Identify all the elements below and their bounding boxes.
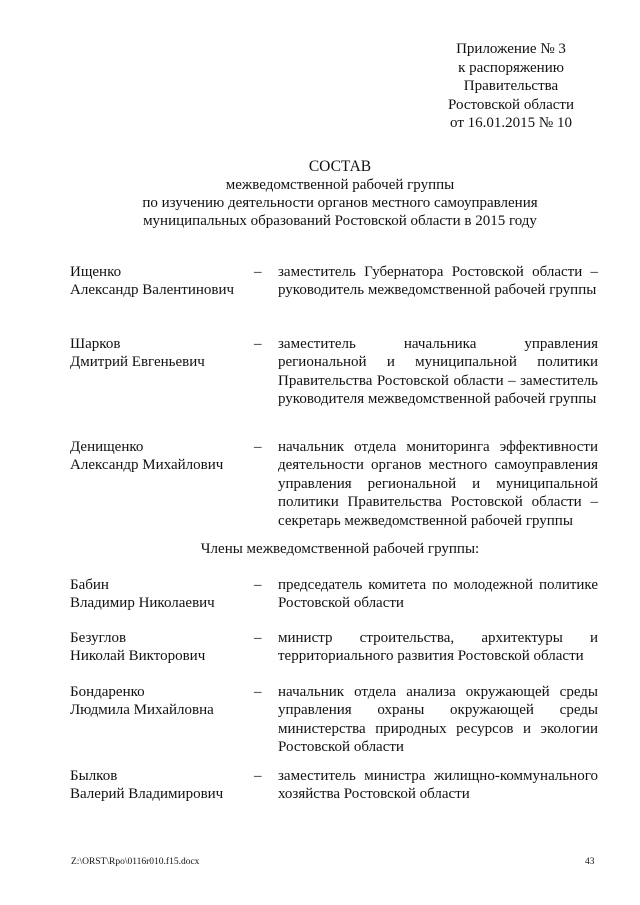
dash-separator: – bbox=[254, 439, 262, 455]
person-name bbox=[70, 438, 250, 475]
members-heading: Члены межведомственной рабочей группы: bbox=[200, 541, 480, 557]
person-surname: Денищенко bbox=[70, 439, 144, 455]
title-main: СОСТАВ bbox=[308, 158, 372, 175]
footer-file-path: Z:\ORST\Rpo\0116r010.f15.docx bbox=[71, 857, 200, 867]
appendix-date: от 16.01.2015 № 10 bbox=[450, 115, 572, 131]
document-title bbox=[40, 158, 640, 230]
person-given-name: Дмитрий Евгеньевич bbox=[70, 354, 205, 371]
person-surname: Бабин bbox=[70, 577, 109, 593]
person-name bbox=[70, 576, 250, 613]
dash-separator: – bbox=[254, 630, 262, 646]
person-surname: Ищенко bbox=[70, 264, 122, 280]
person-role: заместитель министра жилищно-коммунального хозяйства Ростовской области bbox=[278, 768, 598, 803]
person-surname: Бондаренко bbox=[70, 684, 145, 700]
person-surname: Былков bbox=[70, 768, 118, 784]
person-given-name: Александр Михайлович bbox=[70, 457, 224, 474]
dash-separator: – bbox=[254, 684, 262, 700]
person-role: заместитель начальника управления региональной и муниципальной политики Правительства Ростовской области – заместитель руководителя межведомственной рабочей группы bbox=[278, 336, 598, 408]
appendix-line-order: к распоряжению bbox=[458, 59, 564, 76]
title-line-3: муниципальных образований Ростовской области в 2015 году bbox=[143, 213, 537, 229]
person-surname: Шарков bbox=[70, 336, 121, 352]
person-role: председатель комитета по молодежной политике Ростовской области bbox=[278, 577, 598, 612]
appendix-line-government: Правительства bbox=[463, 78, 559, 94]
appendix-number: Приложение № 3 bbox=[456, 41, 566, 57]
person-given-name: Людмила Михайловна bbox=[70, 702, 214, 719]
dash-separator: – bbox=[254, 336, 262, 352]
dash-separator: – bbox=[254, 264, 262, 280]
title-line-2: по изучению деятельности органов местного самоуправления bbox=[142, 195, 538, 211]
person-role: начальник отдела анализа окружающей среды управления охраны окружающей среды министерства природных ресурсов и экологии Ростовской области bbox=[278, 684, 598, 756]
person-given-name: Николай Викторович bbox=[70, 648, 206, 665]
person-surname: Безуглов bbox=[70, 630, 127, 646]
person-given-name: Валерий Владимирович bbox=[70, 786, 224, 803]
person-given-name: Александр Валентинович bbox=[70, 282, 235, 299]
dash-separator: – bbox=[254, 768, 262, 784]
person-role: заместитель Губернатора Ростовской области – руководитель межведомственной рабочей группы bbox=[278, 264, 598, 299]
person-role: министр строительства, архитектуры и территориального развития Ростовской области bbox=[278, 630, 598, 665]
appendix-line-region: Ростовской области bbox=[448, 96, 574, 113]
person-name bbox=[70, 767, 250, 804]
person-name bbox=[70, 683, 250, 720]
person-name bbox=[70, 335, 250, 372]
person-name bbox=[70, 629, 250, 666]
person-name bbox=[70, 263, 250, 300]
person-given-name: Владимир Николаевич bbox=[70, 595, 215, 612]
page-number: 43 bbox=[585, 857, 595, 867]
dash-separator: – bbox=[254, 577, 262, 593]
title-line-1: межведомственной рабочей группы bbox=[225, 177, 455, 193]
appendix-header bbox=[420, 40, 602, 133]
person-role: начальник отдела мониторинга эффективности деятельности органов местного самоуправления управления региональной и муниципальной политики Правительства Ростовской области – секретарь межведомственной рабочей группы bbox=[278, 439, 598, 529]
